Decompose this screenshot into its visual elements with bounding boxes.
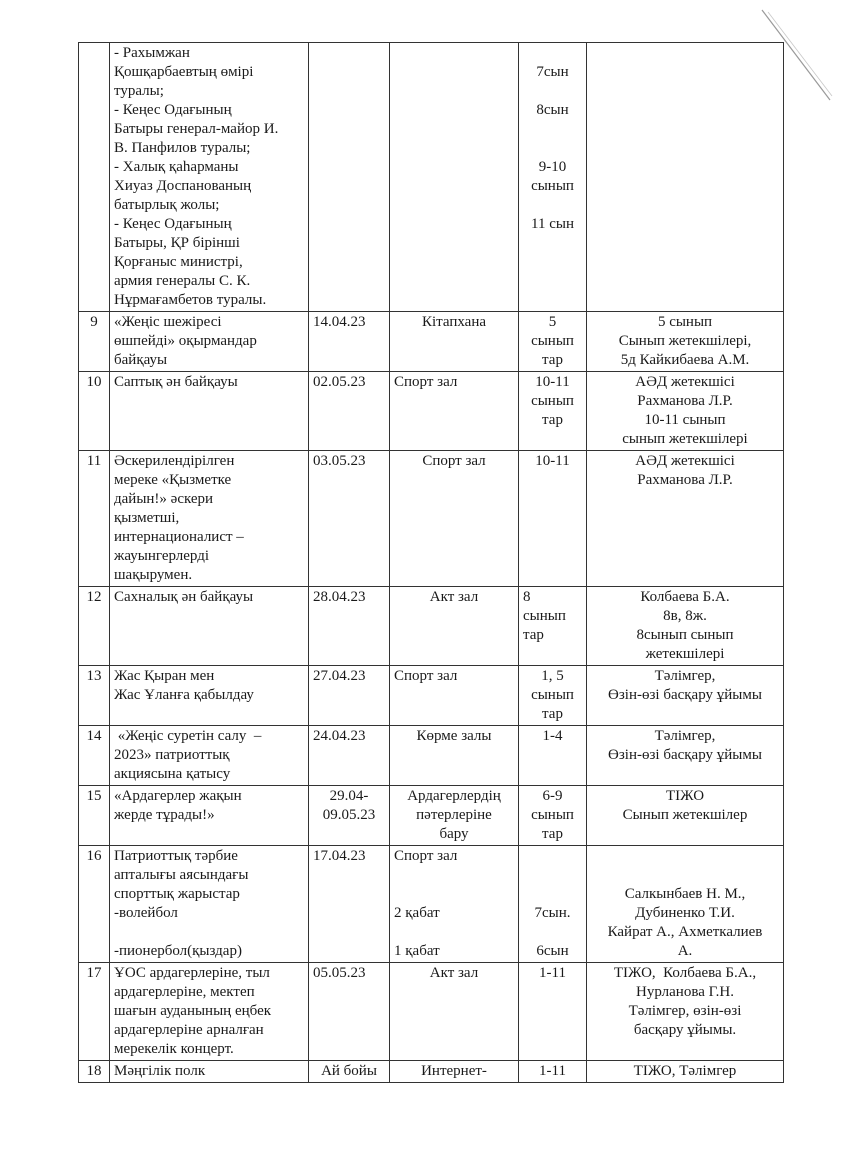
event-classes: 1-11 (519, 963, 587, 1061)
event-classes: 8 сынып тар (519, 587, 587, 666)
event-date: 14.04.23 (309, 312, 390, 372)
table-row (79, 312, 784, 372)
event-classes: 7сын. 6сын (519, 846, 587, 963)
table-row (79, 1061, 784, 1083)
event-date: 05.05.23 (309, 963, 390, 1061)
event-classes: 7сын 8сын 9-10 сынып 11 сын (519, 43, 587, 312)
event-place: Акт зал (390, 587, 519, 666)
event-place: Интернет- (390, 1061, 519, 1083)
table-row (79, 963, 784, 1061)
row-number: 12 (79, 587, 110, 666)
event-place: Спорт зал (390, 451, 519, 587)
event-place: Акт зал (390, 963, 519, 1061)
event-responsible: ТІЖО Сынып жетекшілер (587, 786, 784, 846)
event-classes: 1-11 (519, 1061, 587, 1083)
event-place (390, 43, 519, 312)
event-name: «Ардагерлер жақын жерде тұрады!» (110, 786, 309, 846)
event-name: Патриоттық тәрбие апталығы аясындағы спорттық жарыстар -волейбол -пионербол(қыздар) (110, 846, 309, 963)
event-date: 24.04.23 (309, 726, 390, 786)
row-number: 15 (79, 786, 110, 846)
event-name: Сахналық ән байқауы (110, 587, 309, 666)
event-place: Кітапхана (390, 312, 519, 372)
row-number: 17 (79, 963, 110, 1061)
event-name: Мәңгілік полк (110, 1061, 309, 1083)
event-name: Саптық ән байқауы (110, 372, 309, 451)
event-responsible: Колбаева Б.А. 8в, 8ж. 8сынып сынып жетекшілері (587, 587, 784, 666)
event-place: Спорт зал (390, 666, 519, 726)
event-classes: 6-9 сынып тар (519, 786, 587, 846)
event-responsible: Салкынбаев Н. М., Дубиненко Т.И. Кайрат А., Ахметкалиев А. (587, 846, 784, 963)
table-row (79, 666, 784, 726)
event-classes: 10-11 сынып тар (519, 372, 587, 451)
event-responsible: ТІЖО, Колбаева Б.А., Нурланова Г.Н. Тәлімгер, өзін-өзі басқару ұйымы. (587, 963, 784, 1061)
table-row (79, 786, 784, 846)
row-number: 16 (79, 846, 110, 963)
event-classes: 1, 5 сынып тар (519, 666, 587, 726)
table-row (79, 587, 784, 666)
event-date: 28.04.23 (309, 587, 390, 666)
event-date: Ай бойы (309, 1061, 390, 1083)
event-date: 02.05.23 (309, 372, 390, 451)
row-number: 11 (79, 451, 110, 587)
row-number (79, 43, 110, 312)
table-row (79, 451, 784, 587)
row-number: 14 (79, 726, 110, 786)
event-responsible: Тәлімгер, Өзін-өзі басқару ұйымы (587, 726, 784, 786)
event-name: Әскерилендірілген мереке «Қызметке дайын!» әскери қызметші, интернационалист – жауынгерлерді шақырумен. (110, 451, 309, 587)
event-classes: 5 сынып тар (519, 312, 587, 372)
event-date: 29.04- 09.05.23 (309, 786, 390, 846)
event-name: «Жеңіс суретін салу – 2023» патриоттық акциясына қатысу (110, 726, 309, 786)
event-name: Жас Қыран мен Жас Ұланға қабылдау (110, 666, 309, 726)
event-name: ҰОС ардагерлеріне, тыл ардагерлеріне, мектеп шағын ауданының еңбек ардагерлеріне арналған мерекелік концерт. (110, 963, 309, 1061)
event-responsible: АӘД жетекшісі Рахманова Л.Р. 10-11 сынып сынып жетекшілері (587, 372, 784, 451)
event-name: «Жеңіс шежіресі өшпейді» оқырмандар байқауы (110, 312, 309, 372)
table-row (79, 846, 784, 963)
table-row (79, 372, 784, 451)
event-place: Көрме залы (390, 726, 519, 786)
event-responsible (587, 43, 784, 312)
row-number: 9 (79, 312, 110, 372)
event-date: 27.04.23 (309, 666, 390, 726)
row-number: 18 (79, 1061, 110, 1083)
table-row (79, 726, 784, 786)
table-row (79, 43, 784, 312)
event-date (309, 43, 390, 312)
events-plan-table (78, 42, 784, 1083)
event-place: Спорт зал (390, 372, 519, 451)
event-date: 03.05.23 (309, 451, 390, 587)
event-name: - Рахымжан Қошқарбаевтың өмірі туралы; - Кеңес Одағының Батыры генерал-майор И. В. Панфилов туралы; - Халық қаһарманы Хиуаз Доспанованың батырлық жолы; - Кеңес Одағының Батыры, ҚР бірінші Қорғаныс министрі, армия генералы С. К. Нұрмағамбетов туралы. (110, 43, 309, 312)
event-classes: 10-11 (519, 451, 587, 587)
event-place: Ардагерлердің пәтерлеріне бару (390, 786, 519, 846)
event-responsible: Тәлімгер, Өзін-өзі басқару ұйымы (587, 666, 784, 726)
event-date: 17.04.23 (309, 846, 390, 963)
event-responsible: ТІЖО, Тәлімгер (587, 1061, 784, 1083)
event-responsible: АӘД жетекшісі Рахманова Л.Р. (587, 451, 784, 587)
row-number: 13 (79, 666, 110, 726)
event-responsible: 5 сынып Сынып жетекшілері, 5д Кайкибаева А.М. (587, 312, 784, 372)
event-classes: 1-4 (519, 726, 587, 786)
event-place: Спорт зал 2 қабат 1 қабат (390, 846, 519, 963)
row-number: 10 (79, 372, 110, 451)
